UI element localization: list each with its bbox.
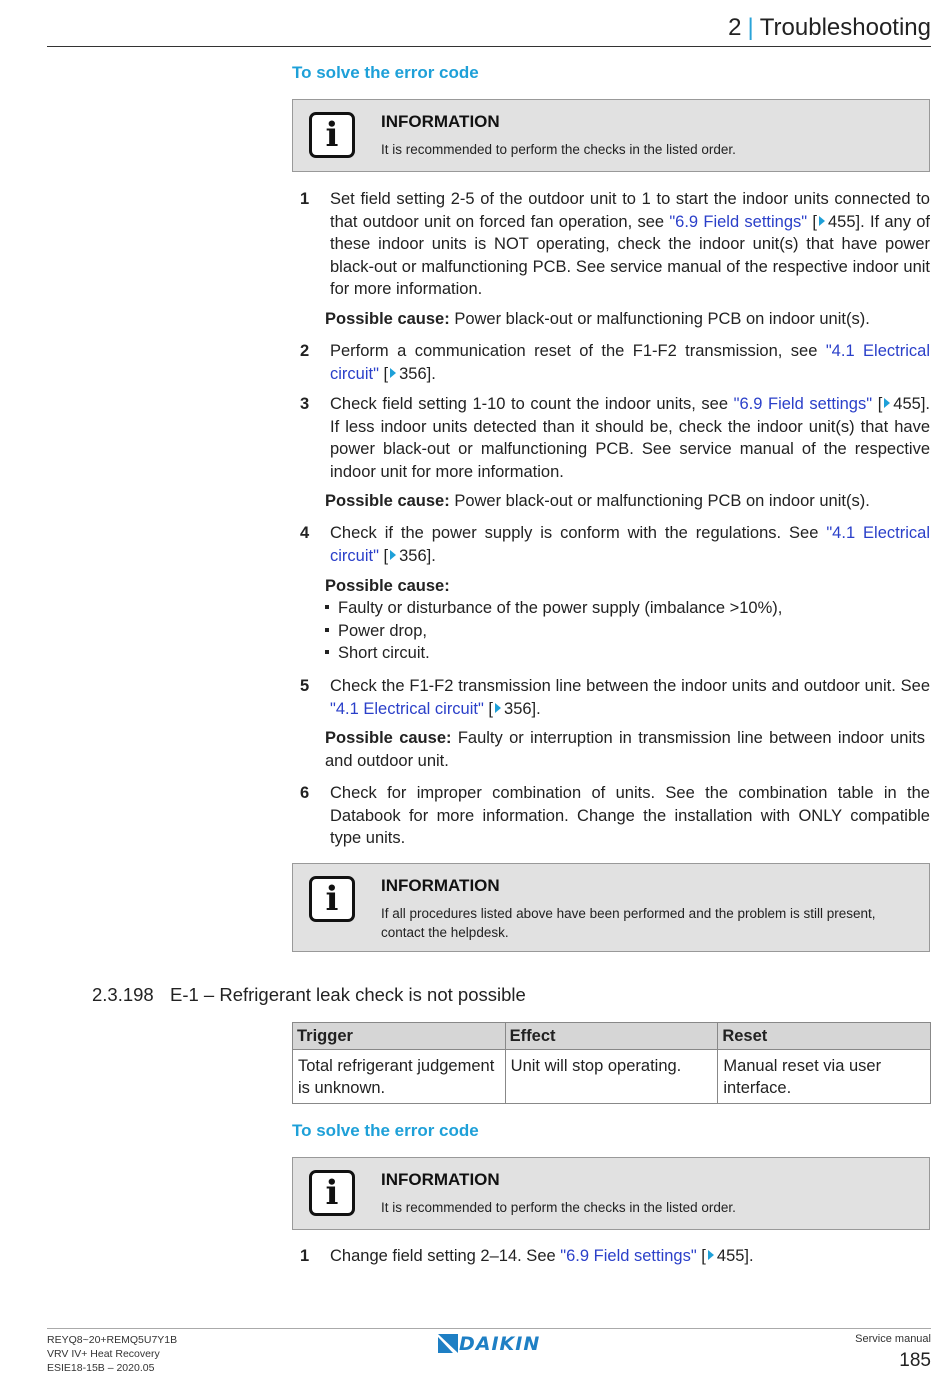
cause-label: Possible cause: — [325, 492, 450, 510]
bullet-icon — [325, 628, 329, 632]
info-title: INFORMATION — [381, 112, 500, 131]
information-icon: i — [309, 1170, 355, 1216]
section-heading — [92, 984, 526, 1006]
footer-doc-code: ESIE18-15B – 2020.05 — [47, 1362, 155, 1374]
list-item — [325, 620, 427, 643]
step-text: Check field setting 1-10 to count the indoor units, see — [330, 395, 734, 413]
link-field-settings[interactable]: "6.9 Field settings" — [560, 1247, 697, 1265]
info-text: It is recommended to perform the checks in the listed order. — [381, 1200, 736, 1215]
footer-rule — [47, 1328, 931, 1329]
possible-cause — [325, 490, 925, 513]
link-field-settings[interactable]: "6.9 Field settings" — [669, 212, 808, 231]
step-text: Change field setting 2–14. See — [330, 1247, 561, 1265]
page-ref[interactable]: 356 — [399, 546, 427, 565]
page-ref-arrow-icon — [884, 398, 890, 408]
step-item: 3 Check field setting 1-10 to count the indoor units, see "6.9 Field settings" [ 455]. If less indoor units detected than it should be, check the indoor unit(s) that have power black-out or malfunctioning PCB. See service manual of the respective indoor unit for more information. — [300, 395, 930, 481]
step-text: Check if the power supply is conform with the regulations. See — [330, 524, 827, 542]
cause-text: Power black-out or malfunctioning PCB on indoor unit(s). — [454, 492, 870, 510]
step-number: 1 — [300, 1247, 310, 1265]
bullet-text: Power drop, — [338, 622, 427, 640]
cause-label: Possible cause: — [325, 729, 452, 747]
page-ref[interactable]: 455 — [716, 1247, 745, 1265]
column-header-trigger: Trigger — [293, 1023, 506, 1050]
step-number: 1 — [300, 190, 310, 208]
footer-product: VRV IV+ Heat Recovery — [47, 1348, 160, 1360]
header-separator: | — [747, 14, 754, 41]
cell-trigger: Total refrigerant judgement is unknown. — [293, 1050, 506, 1104]
brand-name: DAIKIN — [459, 1333, 541, 1355]
possible-cause — [325, 575, 925, 598]
page-ref-arrow-icon — [708, 1250, 714, 1260]
step-item: 1 Change field setting 2–14. See "6.9 Field settings" [ 455]. — [292, 1245, 930, 1268]
step-number: 4 — [300, 524, 310, 542]
cell-effect: Unit will stop operating. — [505, 1050, 718, 1104]
chapter-number: 2 — [728, 14, 742, 41]
header-rule — [47, 46, 931, 47]
page-ref[interactable]: 455 — [893, 395, 921, 413]
link-electrical-circuit[interactable]: "4.1 Electrical circuit" — [330, 524, 930, 565]
bullet-icon — [325, 605, 329, 609]
info-text: It is recommended to perform the checks in the listed order. — [381, 142, 736, 157]
list-item — [325, 597, 782, 620]
column-header-effect: Effect — [505, 1023, 718, 1050]
step-number: 2 — [300, 342, 310, 360]
page-number: 185 — [899, 1350, 931, 1371]
page-ref-arrow-icon — [495, 703, 501, 713]
step-text: Check the F1-F2 transmission line between the indoor units and outdoor unit. See — [330, 677, 930, 695]
info-box — [292, 1157, 930, 1230]
link-electrical-circuit[interactable]: "4.1 Electrical circuit" — [330, 342, 930, 383]
cause-label: Possible cause: — [325, 577, 450, 595]
table-header-row — [293, 1023, 931, 1050]
step-number: 3 — [300, 395, 310, 413]
step-number: 5 — [300, 677, 310, 695]
step-text: . — [749, 1247, 754, 1265]
step-text: . — [536, 699, 541, 718]
bullet-icon — [325, 650, 329, 654]
error-table — [292, 1022, 931, 1104]
cause-text: Power black-out or malfunctioning PCB on indoor unit(s). — [454, 310, 870, 328]
page-ref[interactable]: 455 — [827, 212, 856, 231]
step-item: 4 Check if the power supply is conform with the regulations. See "4.1 Electrical circuit" [ 356]. — [300, 524, 930, 565]
cause-label: Possible cause: — [325, 310, 450, 328]
step-text: . If less indoor units detected than it should be, check the indoor unit(s) that have power black-out or malfunctioning PCB. See service manual of the respective indoor unit for more information. — [330, 395, 930, 481]
step-text: . — [431, 546, 436, 565]
info-title: INFORMATION — [381, 876, 500, 895]
step-text: Perform a communication reset of the F1-F2 transmission, see — [330, 342, 826, 360]
info-text: If all procedures listed above have been performed and the problem is still present, contact the helpdesk. — [381, 906, 876, 940]
solve-heading: To solve the error code — [292, 1121, 479, 1140]
info-box — [292, 99, 930, 172]
information-icon: i — [309, 876, 355, 922]
page-ref[interactable]: 356 — [504, 699, 532, 718]
cell-reset: Manual reset via user interface. — [718, 1050, 931, 1104]
footer-model: REYQ8~20+REMQ5U7Y1B — [47, 1334, 178, 1346]
page-ref-arrow-icon — [390, 368, 396, 378]
column-header-reset: Reset — [718, 1023, 931, 1050]
bullet-text: Short circuit. — [338, 644, 430, 662]
solve-heading: To solve the error code — [292, 63, 479, 82]
section-number: 2.3.198 — [92, 984, 154, 1005]
cause-text: Faulty or interruption in transmission line between indoor units and outdoor unit. — [325, 729, 925, 770]
step-text: Check for improper combination of units. See the combination table in the Databook for more information. Change the installation with ONLY compatible type units. — [330, 784, 930, 847]
step-item: 5 Check the F1-F2 transmission line between the indoor units and outdoor unit. See "4.1 Electrical circuit" [ 356]. — [300, 677, 930, 718]
possible-cause — [325, 308, 925, 331]
page-ref[interactable]: 356 — [399, 364, 427, 383]
step-item: 1 Set field setting 2-5 of the outdoor unit to 1 to start the indoor units connected to that outdoor unit on forced fan operation, see "6.9 Field settings" [ 455]. If any of these indoor units is NOT operating, check the indoor unit(s) that have power black-out or malfunctioning PCB. See service manual of the respective indoor unit for more information. — [300, 190, 931, 298]
step-item: 2 Perform a communication reset of the F1-F2 transmission, see "4.1 Electrical circuit" [ 356]. — [300, 342, 930, 383]
info-box — [292, 863, 930, 952]
list-item — [325, 642, 430, 665]
link-electrical-circuit[interactable]: "4.1 Electrical circuit" — [330, 699, 484, 718]
link-field-settings[interactable]: "6.9 Field settings" — [733, 395, 873, 413]
chapter-header — [728, 14, 931, 42]
information-icon: i — [309, 112, 355, 158]
step-number: 6 — [300, 784, 310, 802]
footer-doc-info — [47, 1333, 177, 1375]
section-title: E-1 – Refrigerant leak check is not possible — [170, 984, 526, 1005]
chapter-title: Troubleshooting — [759, 14, 931, 41]
step-item — [292, 782, 930, 850]
info-title: INFORMATION — [381, 1170, 500, 1189]
footer-doc-type: Service manual — [855, 1333, 931, 1345]
step-text: . — [431, 364, 436, 383]
step-text: . If any of these indoor units is NOT operating, check the indoor unit(s) that have power black-out or malfunctioning PCB. See service manual of the respective indoor unit for more information. — [330, 212, 931, 298]
daikin-wing-icon — [438, 1334, 458, 1353]
possible-cause — [325, 727, 925, 772]
page-ref-arrow-icon — [390, 550, 396, 560]
page-ref-arrow-icon — [819, 216, 825, 226]
step-text: Set field setting 2-5 of the outdoor unit to 1 to start the indoor units connected to that outdoor unit on forced fan operation, see — [330, 190, 930, 231]
table-row — [293, 1050, 931, 1104]
bullet-text: Faulty or disturbance of the power supply (imbalance >10%), — [338, 599, 783, 617]
